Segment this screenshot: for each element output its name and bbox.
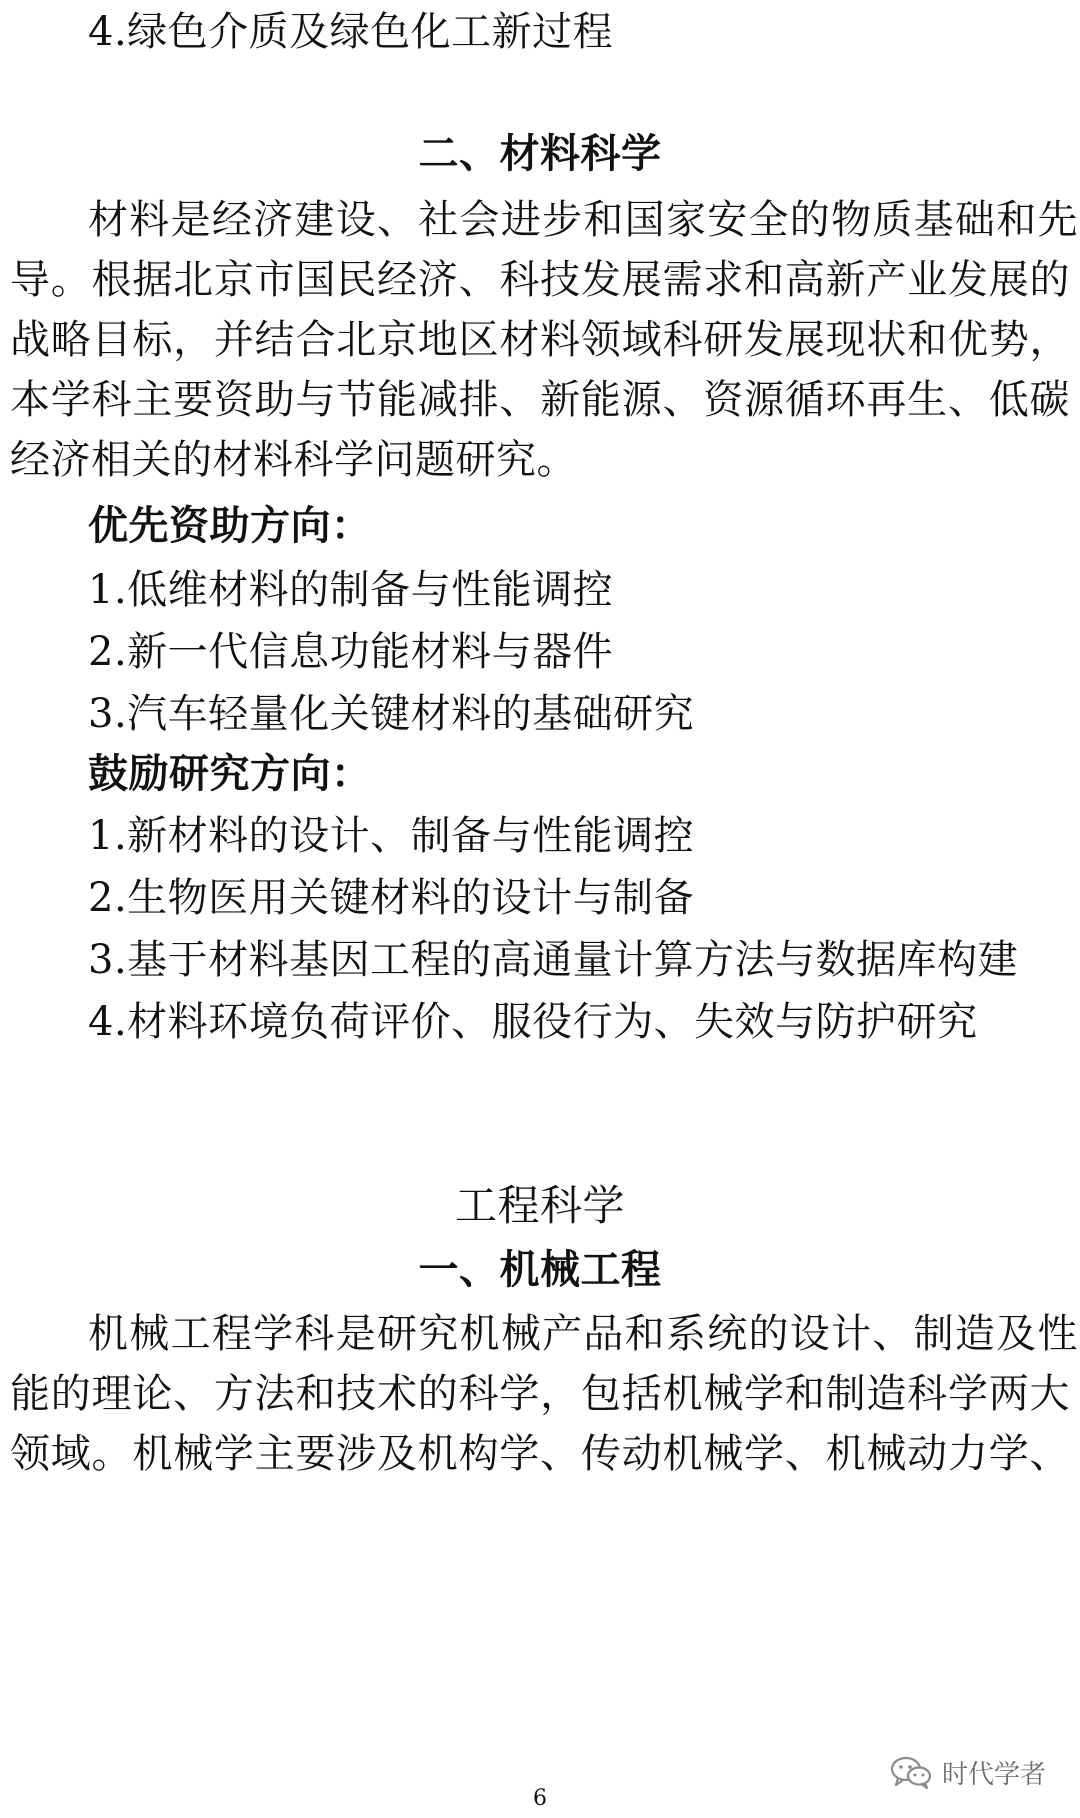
paragraph-line: 能的理论、方法和技术的科学，包括机械学和制造科学两大 bbox=[10, 1371, 1070, 1417]
section-heading-materials: 二、材料科学 bbox=[418, 131, 662, 177]
paragraph-line: 机械工程学科是研究机械产品和系统的设计、制造及性 bbox=[88, 1311, 1078, 1357]
section-heading-mechanical: 一、机械工程 bbox=[418, 1247, 662, 1293]
part-title-engineering: 工程科学 bbox=[454, 1181, 625, 1230]
paragraph-line: 导。根据北京市国民经济、科技发展需求和高新产业发展的 bbox=[10, 257, 1070, 303]
watermark-text: 时代学者 bbox=[941, 1759, 1046, 1790]
list-item: 3.汽车轻量化关键材料的基础研究 bbox=[88, 691, 695, 737]
encourage-label: 鼓励研究方向： bbox=[88, 750, 372, 797]
list-item: 1.新材料的设计、制备与性能调控 bbox=[88, 813, 695, 859]
list-item: 1.低维材料的制备与性能调控 bbox=[88, 567, 614, 613]
page-number: 6 bbox=[533, 1786, 547, 1811]
list-item: 4.绿色介质及绿色化工新过程 bbox=[88, 9, 614, 55]
list-item: 4.材料环境负荷评价、服役行为、失效与防护研究 bbox=[88, 999, 978, 1045]
priority-label: 优先资助方向： bbox=[88, 502, 372, 549]
paragraph-line: 经济相关的材料科学问题研究。 bbox=[10, 437, 577, 483]
list-item: 3.基于材料基因工程的高通量计算方法与数据库构建 bbox=[88, 937, 1019, 983]
paragraph-line: 战略目标，并结合北京地区材料领域科研发展现状和优势， bbox=[10, 317, 1070, 363]
list-item: 2.新一代信息功能材料与器件 bbox=[88, 629, 614, 675]
list-item: 2.生物医用关键材料的设计与制备 bbox=[88, 875, 695, 921]
paragraph-line: 领域。机械学主要涉及机构学、传动机械学、机械动力学、 bbox=[10, 1431, 1070, 1477]
paragraph-line: 本学科主要资助与节能减排、新能源、资源循环再生、低碳 bbox=[10, 377, 1070, 423]
wechat-icon bbox=[890, 1754, 932, 1790]
paragraph-line: 材料是经济建设、社会进步和国家安全的物质基础和先 bbox=[88, 197, 1078, 243]
